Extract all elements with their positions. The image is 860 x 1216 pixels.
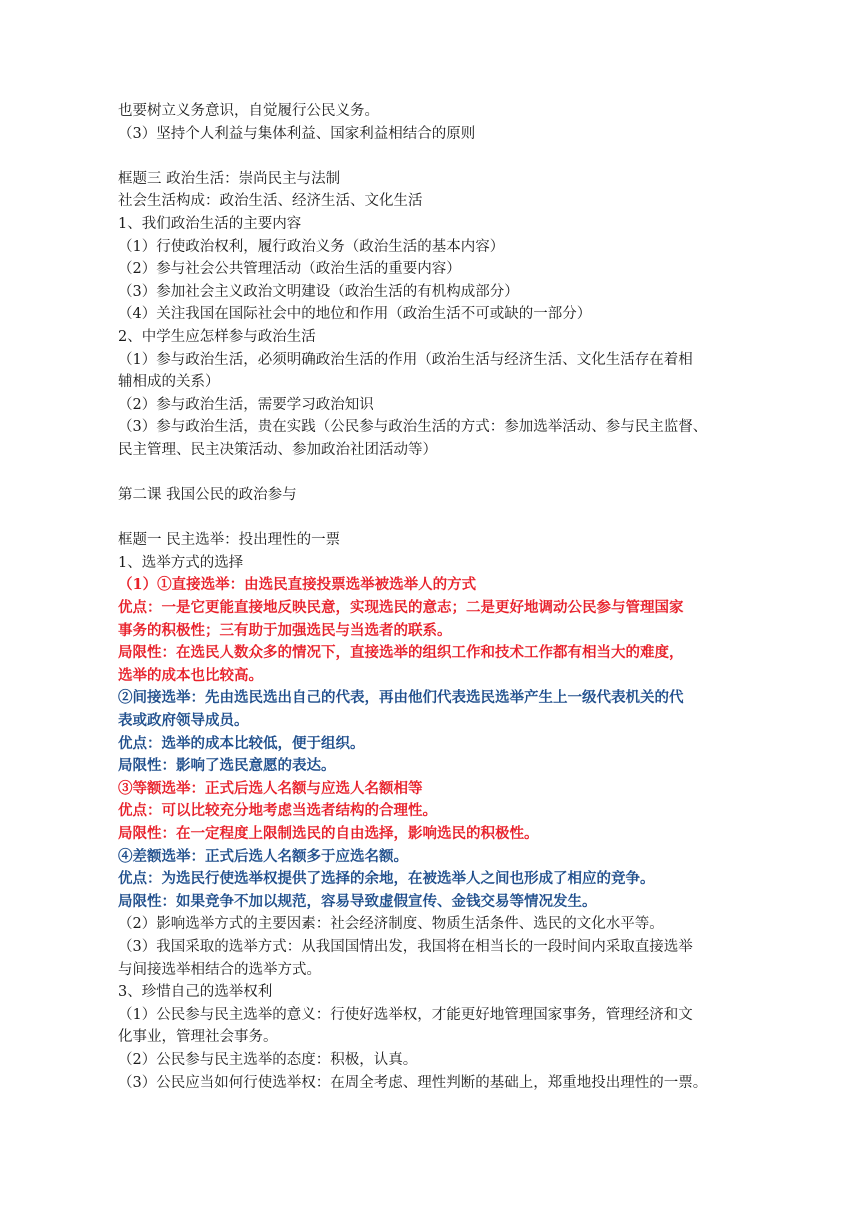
highlight-line-red: ③等额选举：正式后选人名额与应选人名额相等 xyxy=(118,779,423,797)
text-line: 1、我们政治生活的主要内容 xyxy=(118,215,302,232)
highlight-line-red: 局限性：在一定程度上限制选民的自由选择，影响选民的积极性。 xyxy=(118,825,539,842)
text-line: 1、选举方式的选择 xyxy=(118,554,244,571)
text-line: （3）公民应当如何行使选举权：在周全考虑、理性判断的基础上，郑重地投出理性的一票。 xyxy=(118,1074,708,1091)
highlight-line-blue: 优点：为选民行使选举权提供了选择的余地，在被选举人之间也形成了相应的竞争。 xyxy=(118,870,655,888)
highlight-line-blue: 优点：选举的成本比较低，便于组织。 xyxy=(118,734,365,752)
highlight-line-blue: 局限性：影响了选民意愿的表达。 xyxy=(118,757,336,775)
text-line: （3）坚持个人利益与集体利益、国家利益相结合的原则 xyxy=(118,125,476,142)
text-line: 民主管理、民主决策活动、参加政治社团活动等） xyxy=(118,441,437,458)
text-line: （3）参与政治生活，贵在实践（公民参与政治生活的方式：参加选举活动、参与民主监督、 xyxy=(118,419,708,436)
highlight-line-red: 优点：可以比较充分地考虑当选者结构的合理性。 xyxy=(118,802,437,820)
highlight-line-red: 局限性：在选民人数众多的情况下，直接选举的组织工作和技术工作都有相当大的难度， xyxy=(118,644,684,662)
text-line: 化事业，管理社会事务。 xyxy=(118,1029,278,1046)
highlight-line-red: 事务的积极性；三有助于加强选民与当选者的联系。 xyxy=(118,621,452,639)
text-line: 3、珍惜自己的选举权利 xyxy=(118,984,273,1001)
text-line: 第二课 我国公民的政治参与 xyxy=(118,487,297,504)
text-line: 框题三 政治生活：崇尚民主与法制 xyxy=(118,170,341,187)
text-line: 社会生活构成：政治生活、经济生活、文化生活 xyxy=(118,193,423,210)
highlight-line-red: 优点：一是它更能直接地反映民意，实现选民的意志；二是更好地调动公民参与管理国家 xyxy=(118,599,684,617)
text-line: （3）我国采取的选举方式：从我国国情出发，我国将在相当长的一段时间内采取直接选举 xyxy=(118,938,693,955)
highlight-line-blue: ②间接选举：先由选民选出自己的代表，再由他们代表选民选举产生上一级代表机关的代 xyxy=(118,689,684,707)
text-line: （1）参与政治生活，必须明确政治生活的作用（政治生活与经济生活、文化生活存在着相 xyxy=(118,351,693,368)
blank-line xyxy=(118,145,742,168)
text-line: 与间接选举相结合的选举方式。 xyxy=(118,961,321,978)
text-line: （2）公民参与民主选举的态度：积极，认真。 xyxy=(118,1051,418,1068)
highlight-line-red: 选举的成本也比较高。 xyxy=(118,666,263,684)
text-line: （1）公民参与民主选举的意义：行使好选举权，才能更好地管理国家事务，管理经济和文 xyxy=(118,1006,693,1023)
highlight-line-blue: ④差额选举：正式后选人名额多于应选名额。 xyxy=(118,847,408,865)
text-line: （3）参加社会主义政治文明建设（政治生活的有机构成部分） xyxy=(118,283,519,300)
text-line: 也要树立义务意识，自觉履行公民义务。 xyxy=(118,103,379,119)
highlight-line-red: （1）①直接选举：由选民直接投票选举被选举人的方式 xyxy=(118,576,477,594)
highlight-line-blue: 局限性：如果竞争不加以规范，容易导致虚假宣传、金钱交易等情况发生。 xyxy=(118,892,597,910)
document-body xyxy=(118,100,742,1094)
blank-line xyxy=(118,462,742,485)
text-line: （2）影响选举方式的主要因素：社会经济制度、物质生活条件、选民的文化水平等。 xyxy=(118,916,664,933)
highlight-line-blue: 表或政府领导成员。 xyxy=(118,712,249,730)
text-line: （2）参与政治生活，需要学习政治知识 xyxy=(118,396,374,413)
text-line: 2、中学生应怎样参与政治生活 xyxy=(118,328,316,345)
text-line: （1）行使政治权利，履行政治义务（政治生活的基本内容） xyxy=(118,238,505,255)
text-line: 框题一 民主选举：投出理性的一票 xyxy=(118,532,341,549)
text-line: 辅相成的关系） xyxy=(118,374,220,391)
text-line: （4）关注我国在国际社会中的地位和作用（政治生活不可或缺的一部分） xyxy=(118,306,592,323)
text-line: （2）参与社会公共管理活动（政治生活的重要内容） xyxy=(118,261,461,278)
blank-line xyxy=(118,507,742,530)
